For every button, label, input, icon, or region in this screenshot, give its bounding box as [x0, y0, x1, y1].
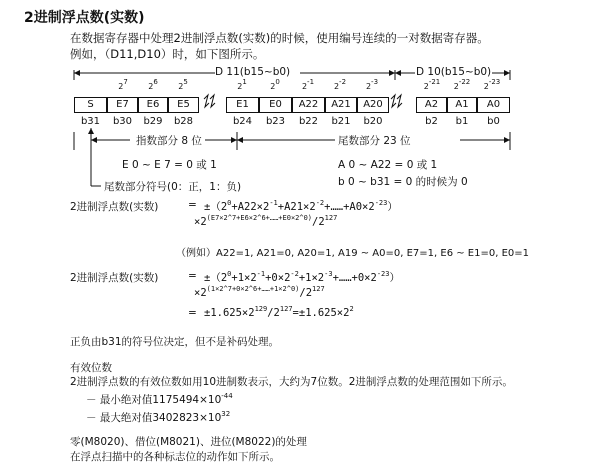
formula1-line2: $\times 2^{(E7\times 2\^{}7+E6\times 2\^{}6+\dots\dots+E0\times 2\^{}0)}/2^{127}$ [194, 214, 338, 228]
formula2-eq-2: = [188, 307, 197, 319]
bit-label: b29 [143, 116, 163, 127]
formula2-line1: $\pm(2^0+1\times 2^{-1}+0\times 2^{-2}+1\times 2^{-3}+\dots\dots+0\times 2^{-23})$ [204, 270, 400, 284]
bit-label: b24 [232, 116, 253, 127]
weight-label: $2^1$ [237, 78, 247, 91]
bit-cell: E0 [259, 97, 292, 113]
weight-label: $2^{-2}$ [333, 78, 347, 91]
weight-label: $2^0$ [270, 78, 280, 91]
bit-label: b21 [331, 116, 351, 127]
weight-label: $2^7$ [118, 78, 128, 91]
bit-label: b30 [112, 116, 133, 127]
zero-note: b 0 ~ b31 = 0 的时候为 0 [338, 176, 468, 188]
flags-desc: 在浮点扫描中的各种标志位的动作如下所示。 [70, 451, 280, 463]
bit-cell: A21 [325, 97, 357, 113]
exponent-range-note: E 0 ~ E 7 = 0 或 1 [122, 159, 217, 171]
bit-label: b31 [80, 116, 101, 127]
significant-digits-title: 有效位数 [70, 362, 112, 374]
weight-label: $2^{-1}$ [301, 78, 315, 91]
weight-label: $2^6$ [148, 78, 158, 91]
mantissa-part-label: 尾数部分 23 位 [338, 135, 411, 147]
bit-cell: E7 [107, 97, 138, 113]
bit-cell: E1 [226, 97, 259, 113]
bit-cell: A22 [292, 97, 325, 113]
formula2-line3: $\pm 1.625\times 2^{129}/2^{127}=\pm 1.625\times 2^2$ [204, 305, 354, 319]
formula2-line2: $\times 2^{(1\times 2\^{}7+0\times 2\^{}6+\dots\dots+1\times 2\^{}0)}/2^{127}$ [194, 285, 325, 299]
bit-cell: A2 [416, 97, 447, 113]
bit-cell: S [74, 97, 107, 113]
significant-digits-desc: 2进制浮点数的有效位数如用10进制数表示，大约为7位数。2进制浮点数的处理范围如下所示。 [70, 376, 513, 388]
bit-label: b22 [298, 116, 319, 127]
weight-label: $2^{-3}$ [365, 78, 379, 91]
bit-label: b20 [363, 116, 383, 127]
sign-bit-note: 尾数部分符号(0：正，1：负) [104, 181, 242, 193]
formula1-eq: = [188, 199, 197, 211]
bit-cell: A0 [477, 97, 510, 113]
bit-label: b23 [265, 116, 286, 127]
bit-cell: E5 [168, 97, 199, 113]
mantissa-range-note: A 0 ~ A22 = 0 或 1 [338, 159, 438, 171]
bit-cell: A20 [357, 97, 389, 113]
bit-label: b2 [425, 116, 438, 127]
bit-cell: A1 [447, 97, 477, 113]
sign-text: 正负由b31的符号位决定，但不是补码处理。 [70, 336, 280, 348]
formula1-label: 2进制浮点数(实数) [70, 201, 159, 213]
page-title: 2进制浮点数(实数) [24, 10, 145, 26]
weight-label: $2^{-23}$ [483, 78, 501, 91]
weight-label: $2^{-22}$ [453, 78, 471, 91]
bit-label: b0 [487, 116, 500, 127]
weight-label: $2^5$ [178, 78, 188, 91]
weight-label: $2^{-21}$ [423, 78, 441, 91]
intro-line-1: 在数据寄存器中处理2进制浮点数(实数)的时候，使用编号连续的一对数据寄存器。 [70, 31, 489, 45]
flags-title: 零(M8020)、借位(M8021)、进位(M8022)的处理 [70, 436, 307, 448]
formula2-eq: = [188, 270, 197, 282]
bit-cell: E6 [138, 97, 168, 113]
max-abs-value: － 最大绝对值$3402823\times 10^{32}$ [86, 410, 231, 424]
min-abs-value: － 最小绝对值$1175494\times 10^{-44}$ [86, 392, 233, 406]
formula1-line1: $\pm(2^0+A22\times 2^{-1}+A21\times 2^{-2}+\dots\dots+A0\times 2^{-23})$ [204, 199, 398, 213]
register-d11-label: D 11(b15~b0) [215, 66, 291, 78]
exponent-part-label: 指数部分 8 位 [136, 135, 202, 147]
intro-line-2: 例如，（D11,D10）时，如下图所示。 [70, 47, 265, 61]
bit-label: b28 [173, 116, 194, 127]
register-d10-label: D 10(b15~b0) [416, 66, 492, 78]
example-text: （例如）A22=1, A21=0, A20=1, A19 ~ A0=0, E7=1, E6 ~ E1=0, E0=1 [176, 248, 529, 259]
formula2-label: 2进制浮点数(实数) [70, 272, 159, 284]
bit-label: b1 [455, 116, 469, 127]
